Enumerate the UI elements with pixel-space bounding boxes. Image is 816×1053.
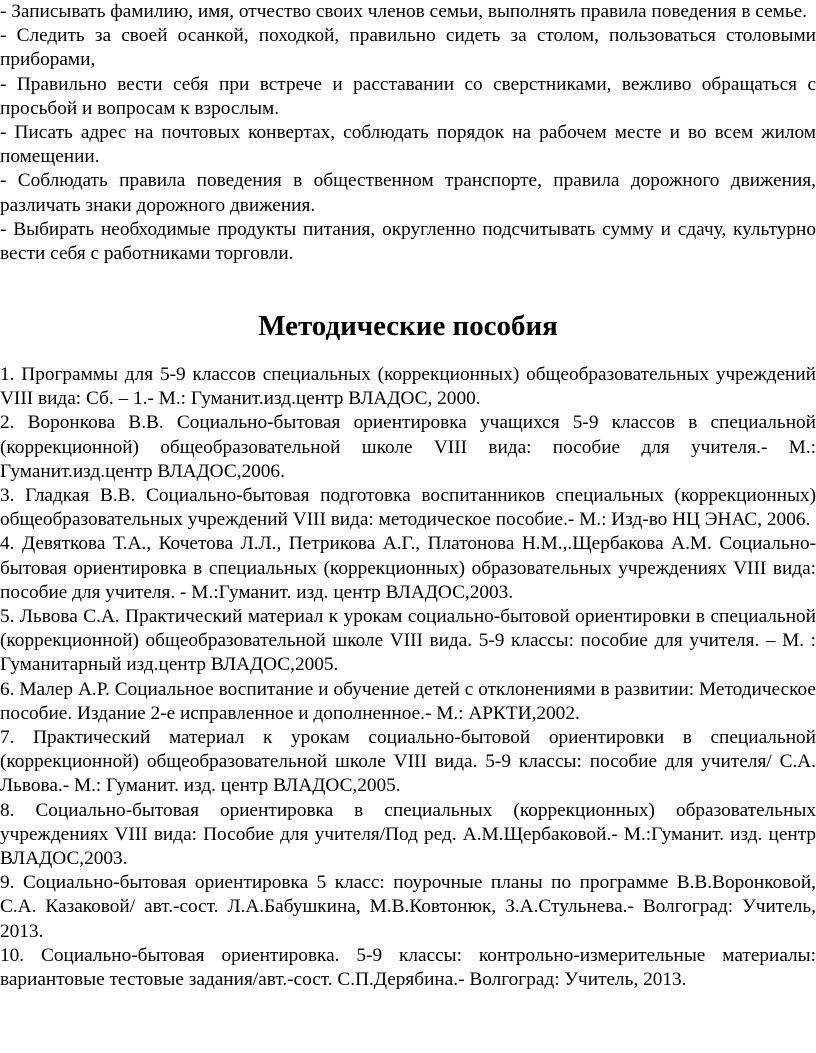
skill-item: - Соблюдать правила поведения в общественном транспорте, правила дорожного движения, различать знаки дорожного движения. [0, 170, 816, 216]
reference-item: 4. Девяткова Т.А., Кочетова Л.Л., Петрикова А.Г., Платонова Н.М.,.Щербакова А.М. Социально-бытовая ориентировка в специальных (коррекционных) образовательных учреждениях VIII вида: пособие для учителя. - М.:Гуманит. изд. центр ВЛАДОС,2003. [0, 533, 816, 603]
reference-item: 10. Социально-бытовая ориентировка. 5-9 классы: контрольно-измерительные материалы: вариантовые тестовые задания/авт.-сост. С.П.Дерябина.- Волгоград: Учитель, 2013. [0, 944, 816, 991]
reference-item: 3. Гладкая В.В. Социально-бытовая подготовка воспитанников специальных (коррекционных) общеобразовательных учреждений VIII вида: методическое пособие.- М.: Изд-во НЦ ЭНАС, 2006. [0, 485, 816, 531]
reference-item: 7. Практический материал к урокам социально-бытовой ориентировки в специальной (коррекционной) общеобразовательной школе VIII вида. 5-9 классы: пособие для учителя/ С.А. Львова.- М.: Гуманит. изд. центр ВЛАДОС,2005. [0, 727, 816, 797]
skill-item: - Выбирать необходимые продукты питания, округленно подсчитывать сумму и сдачу, культурно вести себя с работниками торговли. [0, 218, 816, 265]
section-title: Методические пособия [258, 310, 558, 343]
reference-item: 5. Львова С.А. Практический материал к урокам социально-бытовой ориентировки в специальной (коррекционной) общеобразовательной школе VIII вида. 5-9 классы: пособие для учителя. – М. : Гуманитарный изд.центр ВЛАДОС,2005. [0, 606, 816, 676]
reference-item: 9. Социально-бытовая ориентировка 5 класс: поурочные планы по программе В.В.Воронковой, С.А. Казаковой/ авт.-сост. Л.А.Бабушкина, М.В.Ковтонюк, З.А.Стульнева.- Волгоград: Учитель, 2013. [0, 872, 816, 942]
skill-item: - Следить за своей осанкой, походкой, правильно сидеть за столом, пользоваться столовыми приборами, [0, 25, 816, 71]
skills-list [0, 0, 816, 266]
reference-item: 1. Программы для 5-9 классов специальных (коррекционных) общеобразовательных учреждений VIII вида: Сб. – 1.- М.: Гуманит.изд.центр ВЛАДОС, 2000. [0, 364, 816, 410]
skill-item: - Записывать фамилию, имя, отчество своих членов семьи, выполнять правила поведения в семье. [0, 1, 808, 22]
reference-item: 6. Малер А.Р. Социальное воспитание и обучение детей с отклонениями в развитии: Методическое пособие. Издание 2-е исправленное и дополненное.- М.: АРКТИ,2002. [0, 678, 816, 724]
reference-item: 2. Воронкова В.В. Социально-бытовая ориентировка учащихся 5-9 классов в специальной (коррекционной) общеобразовательной школе VIII вида: пособие для учителя.- М.: Гуманит.изд.центр ВЛАДОС,2006. [0, 412, 816, 482]
skill-item: - Правильно вести себя при встрече и расставании со сверстниками, вежливо обращаться с просьбой и вопросам к взрослым. [0, 73, 816, 119]
blank-space [0, 338, 816, 363]
reference-item: 8. Социально-бытовая ориентировка в специальных (коррекционных) образовательных учреждениях VIII вида: Пособие для учителя/Под ред. А.М.Щербаковой.- М.:Гуманит. изд. центр ВЛАДОС,2003. [0, 799, 816, 870]
skill-item: - Писать адрес на почтовых конвертах, соблюдать порядок на рабочем месте и во всем жилом помещении. [0, 122, 816, 168]
reference-list [0, 363, 816, 992]
blank-space [0, 266, 816, 314]
